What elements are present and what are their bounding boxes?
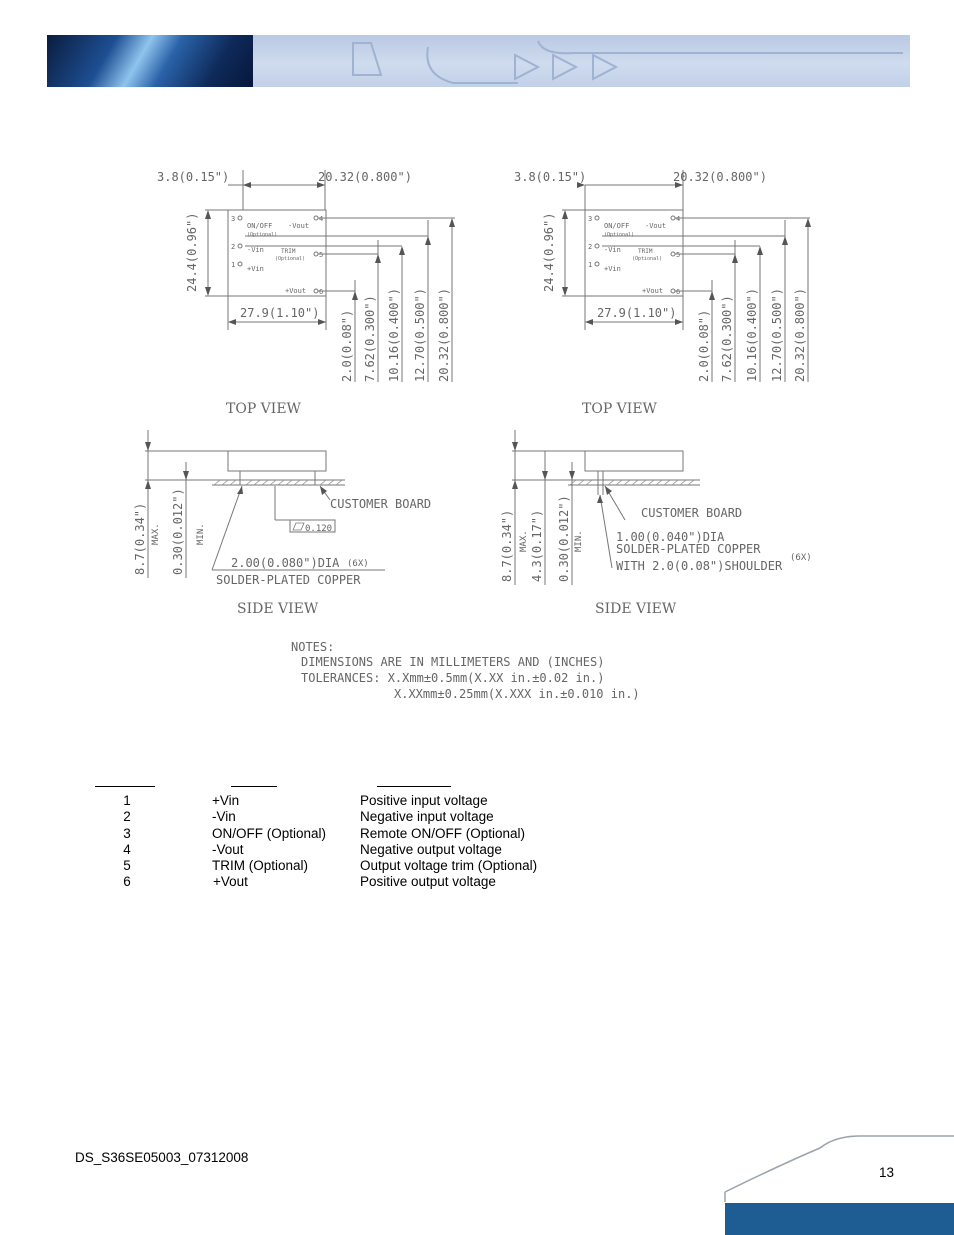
dim-left-side-height: 8.7(0.34")	[133, 502, 147, 575]
document-id: DS_S36SE05003_07312008	[75, 1150, 249, 1165]
label-left-customer-board: CUSTOMER BOARD	[330, 497, 432, 511]
pin-number: 1	[123, 793, 131, 808]
dim-right-right-4: 12.70(0.500")	[770, 288, 784, 382]
label-trim: TRIM	[638, 248, 653, 255]
pin-number: 5	[123, 858, 131, 873]
header-rule-name	[231, 786, 277, 787]
dim-right-height: 24.4(0.96")	[542, 212, 556, 292]
notes-line-2: TOLERANCES: X.Xmm±0.5mm(X.XX in.±0.02 in.)	[301, 671, 605, 685]
pin-label-6: 6	[319, 288, 324, 296]
dim-right-side-body: 4.3(0.17")	[530, 509, 544, 582]
label-left-pin-plating: SOLDER-PLATED COPPER	[216, 573, 361, 587]
pin-function: Remote ON/OFF (Optional)	[360, 826, 526, 841]
banner-arrow-graphic	[253, 35, 910, 87]
label-plus-vout: +Vout	[642, 287, 664, 295]
pin-number: 6	[123, 874, 131, 889]
pin-label-1: 1	[231, 261, 236, 269]
dim-right-right-2: 7.62(0.300")	[720, 295, 734, 382]
dim-left-side-standoff: 0.30(0.012")	[171, 488, 185, 575]
pin-function: Positive input voltage	[360, 793, 488, 808]
dim-right-side-standoff: 0.30(0.012")	[557, 495, 571, 582]
pin-name: +Vin	[212, 793, 240, 808]
caption-right-top-view: TOP VIEW	[582, 401, 657, 417]
pin-label-4: 4	[319, 215, 324, 223]
dim-left-right-4: 12.70(0.500")	[413, 288, 427, 382]
dim-right-right-1: 2.0(0.08")	[697, 309, 711, 382]
label-left-flatness: 0.120	[305, 524, 333, 534]
dim-left-side-max: MAX.	[151, 523, 161, 545]
label-onoff-optional: (Optional)	[247, 232, 278, 238]
page-number: 13	[879, 1165, 895, 1180]
dim-left-side-min: MIN.	[196, 523, 206, 545]
pin-label-6: 6	[676, 288, 681, 296]
label-right-customer-board: CUSTOMER BOARD	[641, 506, 743, 520]
flatness-icon	[293, 523, 304, 530]
pin-label-2: 2	[588, 243, 593, 251]
footer-corner-graphic	[720, 1130, 954, 1235]
label-left-pin-diameter: 2.00(0.080")DIA	[231, 556, 340, 570]
dim-left-top-1: 3.8(0.15")	[157, 170, 230, 184]
label-right-pin-count: (6X)	[790, 553, 812, 563]
label-onoff: ON/OFF	[604, 222, 630, 230]
pin-function: Positive output voltage	[360, 874, 496, 889]
pin-name: ON/OFF (Optional)	[212, 826, 327, 841]
label-minus-vin: -Vin	[604, 246, 621, 254]
pin-number: 4	[123, 842, 131, 857]
pin-name: -Vout	[212, 842, 244, 857]
dim-right-right-3: 10.16(0.400")	[745, 288, 759, 382]
pin-label-3: 3	[231, 215, 236, 223]
banner-photo	[47, 35, 253, 87]
header-rule-function	[377, 786, 451, 787]
pin-number: 2	[123, 809, 131, 824]
header-rule-pin	[95, 786, 155, 787]
pin-name: TRIM (Optional)	[212, 858, 309, 873]
pin-label-1: 1	[588, 261, 593, 269]
label-left-pin-count: (6X)	[347, 559, 369, 569]
notes-line-3: X.XXmm±0.25mm(X.XXX in.±0.010 in.)	[394, 687, 640, 701]
caption-right-side-view: SIDE VIEW	[595, 601, 677, 617]
label-right-pin-plating: SOLDER-PLATED COPPER	[616, 542, 761, 556]
pin-label-3: 3	[588, 215, 593, 223]
pin-function: Negative output voltage	[360, 842, 502, 857]
pin-name: -Vin	[212, 809, 236, 824]
caption-left-top-view: TOP VIEW	[226, 401, 301, 417]
banner-band	[253, 35, 910, 87]
dim-right-side-min: MIN.	[574, 530, 584, 552]
dim-right-right-5: 20.32(0.800")	[793, 288, 807, 382]
mechanical-drawing	[0, 150, 954, 710]
pin-label-4: 4	[676, 215, 681, 223]
dim-left-right-3: 10.16(0.400")	[387, 288, 401, 382]
pin-function: Negative input voltage	[360, 809, 494, 824]
dim-left-width: 27.9(1.10")	[240, 306, 320, 320]
label-minus-vin: -Vin	[247, 246, 264, 254]
pin-label-5: 5	[319, 251, 324, 259]
dim-right-side-max: MAX.	[519, 530, 529, 552]
label-minus-vout: -Vout	[645, 222, 667, 230]
dim-left-height: 24.4(0.96")	[185, 212, 199, 292]
dim-left-right-2: 7.62(0.300")	[363, 295, 377, 382]
dim-left-right-5: 20.32(0.800")	[437, 288, 451, 382]
label-plus-vout: +Vout	[285, 287, 307, 295]
label-onoff: ON/OFF	[247, 222, 273, 230]
pin-label-5: 5	[676, 251, 681, 259]
pin-number: 3	[123, 826, 131, 841]
label-onoff-optional: (Optional)	[604, 232, 635, 238]
dim-right-top-2: 20.32(0.800")	[673, 170, 767, 184]
label-minus-vout: -Vout	[288, 222, 310, 230]
dim-left-top-2: 20.32(0.800")	[318, 170, 412, 184]
label-right-pin-shoulder: WITH 2.0(0.08")SHOULDER	[616, 559, 783, 573]
label-trim: TRIM	[281, 248, 296, 255]
pin-label-2: 2	[231, 243, 236, 251]
pin-name: +Vout	[213, 874, 248, 889]
header-banner	[47, 35, 910, 87]
label-trim-optional: (Optional)	[275, 256, 306, 262]
caption-left-side-view: SIDE VIEW	[237, 601, 319, 617]
dim-right-width: 27.9(1.10")	[597, 306, 677, 320]
pin-function: Output voltage trim (Optional)	[360, 858, 538, 873]
label-plus-vin: +Vin	[604, 265, 621, 273]
dim-right-top-1: 3.8(0.15")	[514, 170, 587, 184]
notes-line-1: DIMENSIONS ARE IN MILLIMETERS AND (INCHES)	[301, 655, 605, 669]
label-right-pin-diameter: 1.00(0.040")DIA	[616, 530, 725, 544]
label-trim-optional: (Optional)	[632, 256, 663, 262]
dim-left-right-1: 2.0(0.08")	[340, 309, 354, 382]
notes-title: NOTES:	[291, 640, 335, 654]
label-plus-vin: +Vin	[247, 265, 264, 273]
dim-right-side-height: 8.7(0.34")	[500, 509, 514, 582]
